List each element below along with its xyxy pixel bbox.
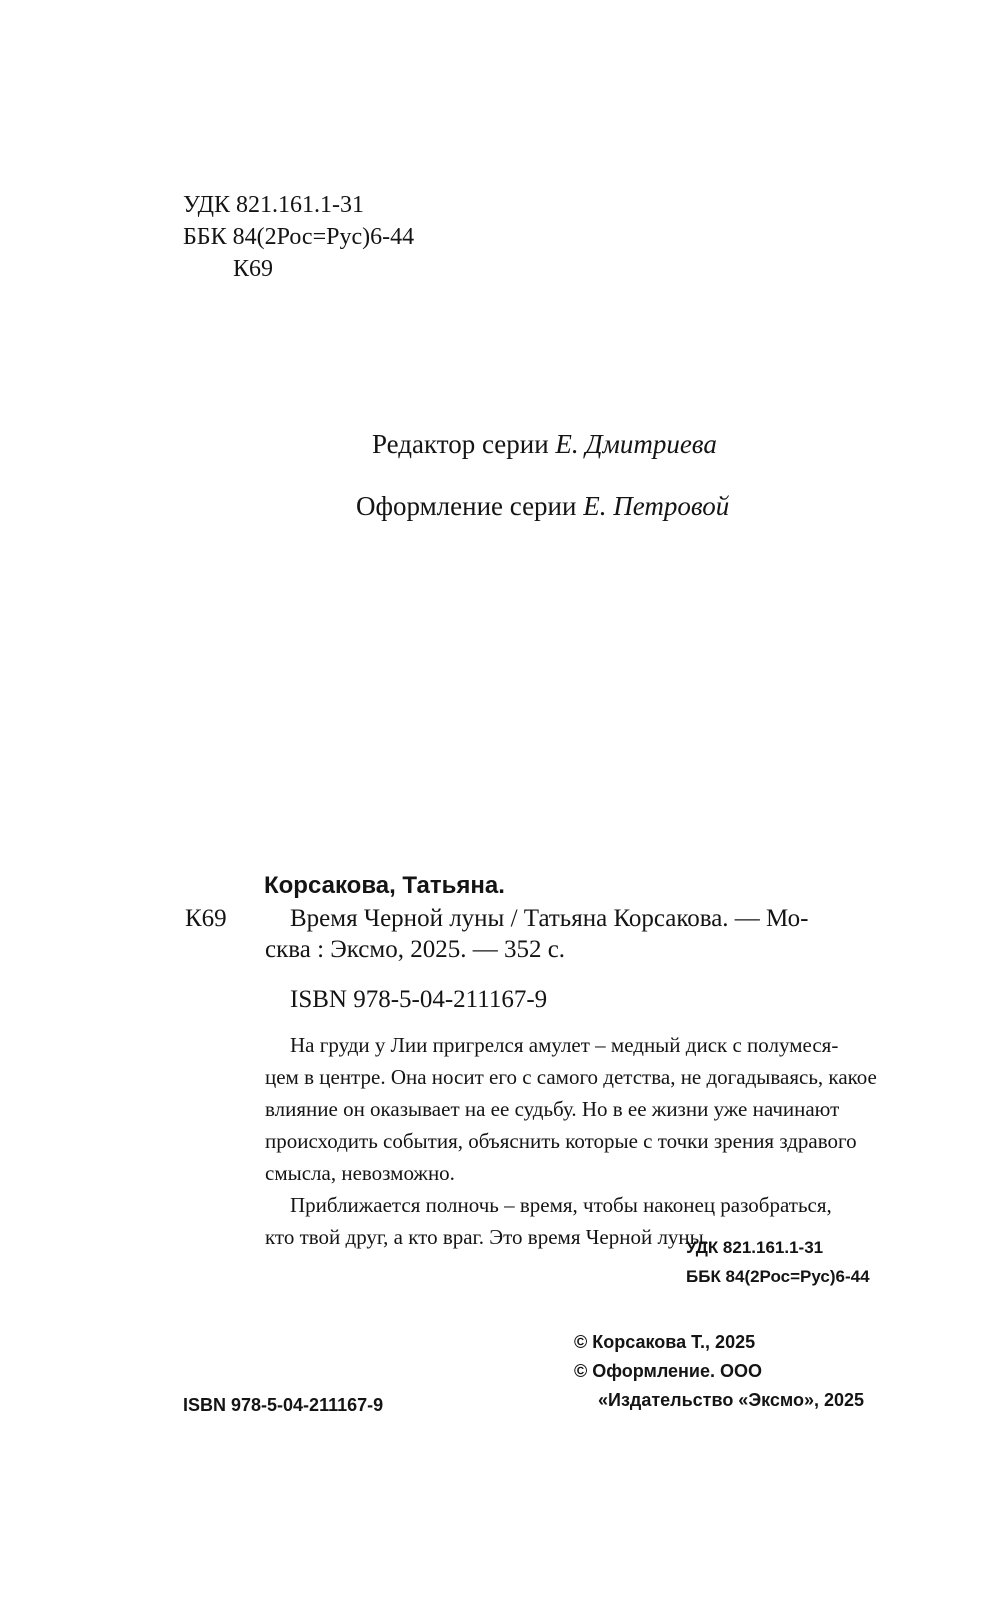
copyright-publisher: «Издательство «Эксмо», 2025 (598, 1390, 865, 1410)
annotation-line: кто твой друг, а кто враг. Это время Черной луны. (265, 1225, 710, 1249)
series-editor-name: Е. Дмитриева (555, 429, 717, 459)
udk-code-bottom: УДК 821.161.1-31 (686, 1238, 824, 1257)
copyright-block (574, 1328, 864, 1415)
catalog-cutter-number: К69 (185, 905, 227, 932)
classification-block-top (183, 189, 414, 285)
series-editor-line (372, 428, 717, 460)
cutter-number: К69 (233, 256, 274, 282)
author-heading: Корсакова, Татьяна. (264, 872, 505, 899)
catalog-isbn: ISBN 978-5-04-211167-9 (290, 986, 548, 1013)
series-design-line (356, 490, 729, 522)
annotation (265, 1029, 886, 1253)
annotation-line: влияние он оказывает на ее судьбу. Но в ее жизни уже начинают (265, 1097, 840, 1121)
udk-code: УДК 821.161.1-31 (183, 192, 364, 218)
isbn-bottom: ISBN 978-5-04-211167-9 (183, 1395, 384, 1415)
series-editor-label: Редактор серии (372, 429, 556, 459)
copyright-author: © Корсакова Т., 2025 (574, 1332, 756, 1352)
bibliographic-description-line-2: сква : Эксмо, 2025. — 352 с. (265, 936, 566, 963)
bibliographic-description-line-1: Время Черной луны / Татьяна Корсакова. — Мо- (290, 905, 809, 932)
annotation-line: Приближается полночь – время, чтобы наконец разобраться, (290, 1193, 832, 1217)
series-design-label: Оформление серии (356, 491, 584, 521)
annotation-line: На груди у Лии пригрелся амулет – медный диск с полумеся- (290, 1033, 839, 1057)
bbk-code-bottom: ББК 84(2Рос=Рус)6-44 (686, 1267, 870, 1286)
annotation-line: происходить события, объяснить которые с точки зрения здравого (265, 1129, 857, 1153)
annotation-line: смысла, невозможно. (265, 1161, 455, 1185)
copyright-design: © Оформление. ООО (574, 1361, 763, 1381)
series-design-name: Е. Петровой (583, 491, 730, 521)
bbk-code: ББК 84(2Рос=Рус)6-44 (183, 224, 415, 250)
annotation-line: цем в центре. Она носит его с самого детства, не догадываясь, какое (265, 1065, 877, 1089)
classification-block-bottom (686, 1233, 870, 1291)
